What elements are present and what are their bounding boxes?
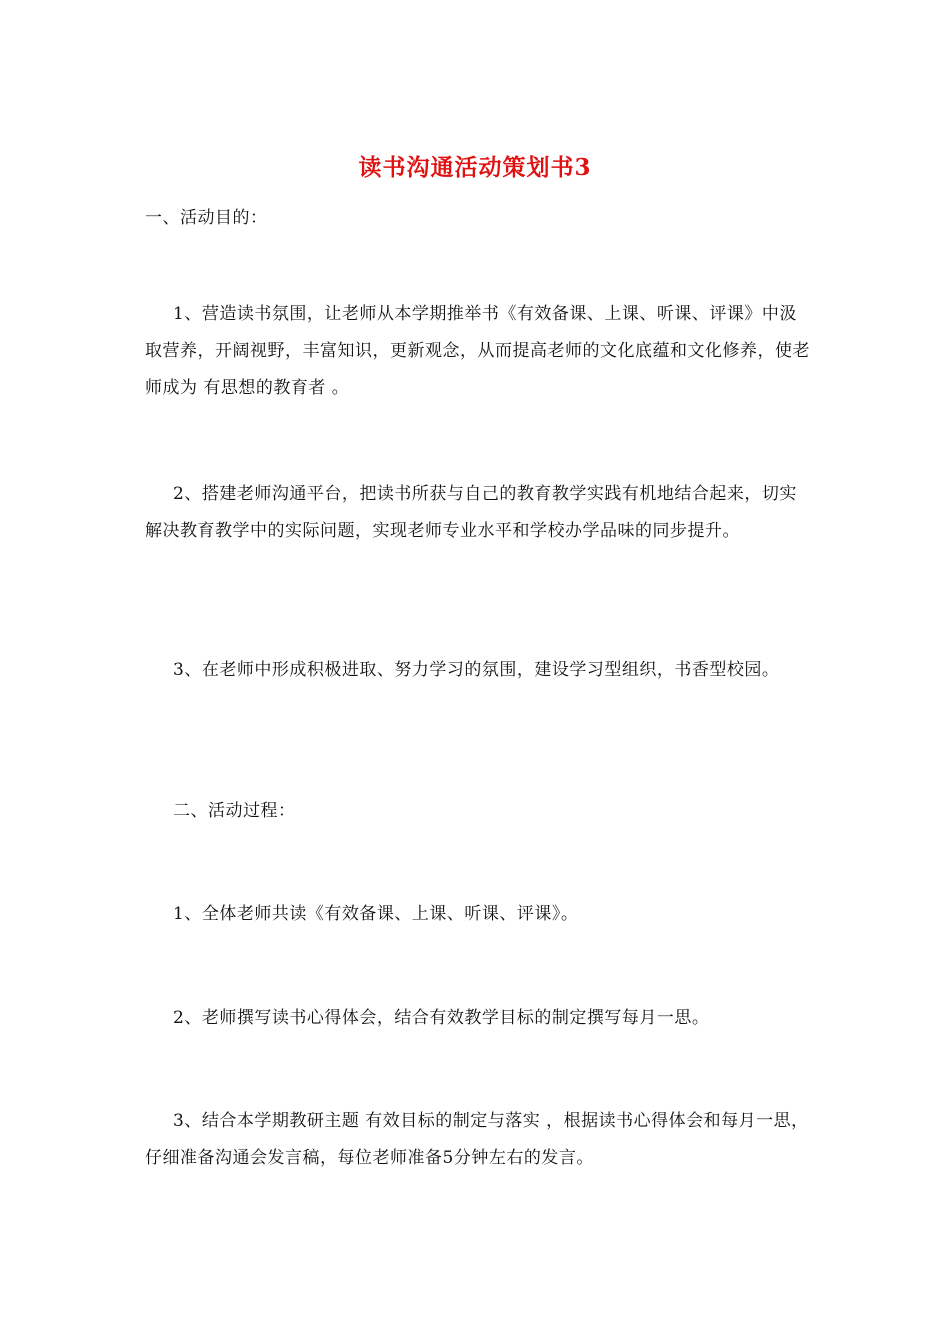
document-title: 读书沟通活动策划书3 (358, 154, 592, 181)
section2-item-1: 1、全体老师共读《有效备课、上课、听课、评课》。 (173, 904, 579, 924)
section2-item-3: 3、结合本学期教研主题 有效目标的制定与落实 ，根据读书心得体会和每月一思，仔细准备沟通会发言稿，每位老师准备5分钟左右的发言。 (145, 1111, 809, 1168)
section2-heading: 二、活动过程： (173, 801, 296, 821)
section2-item-2: 2、老师撰写读书心得体会，结合有效教学目标的制定撰写每月一思。 (173, 1008, 710, 1028)
section1-item-1: 1、营造读书氛围，让老师从本学期推举书《有效备课、上课、听课、评课》中汲取营养，开阔视野，丰富知识，更新观念，从而提高老师的文化底蕴和文化修养，使老师成为 有思想的教育者 。 (145, 304, 810, 398)
section1-item-2: 2、搭建老师沟通平台，把读书所获与自己的教育教学实践有机地结合起来，切实解决教育教学中的实际问题，实现老师专业水平和学校办学品味的同步提升。 (145, 484, 797, 541)
section1-heading: 一、活动目的： (145, 208, 268, 228)
section1-item-3: 3、在老师中形成积极进取、努力学习的氛围，建设学习型组织，书香型校园。 (173, 660, 780, 680)
